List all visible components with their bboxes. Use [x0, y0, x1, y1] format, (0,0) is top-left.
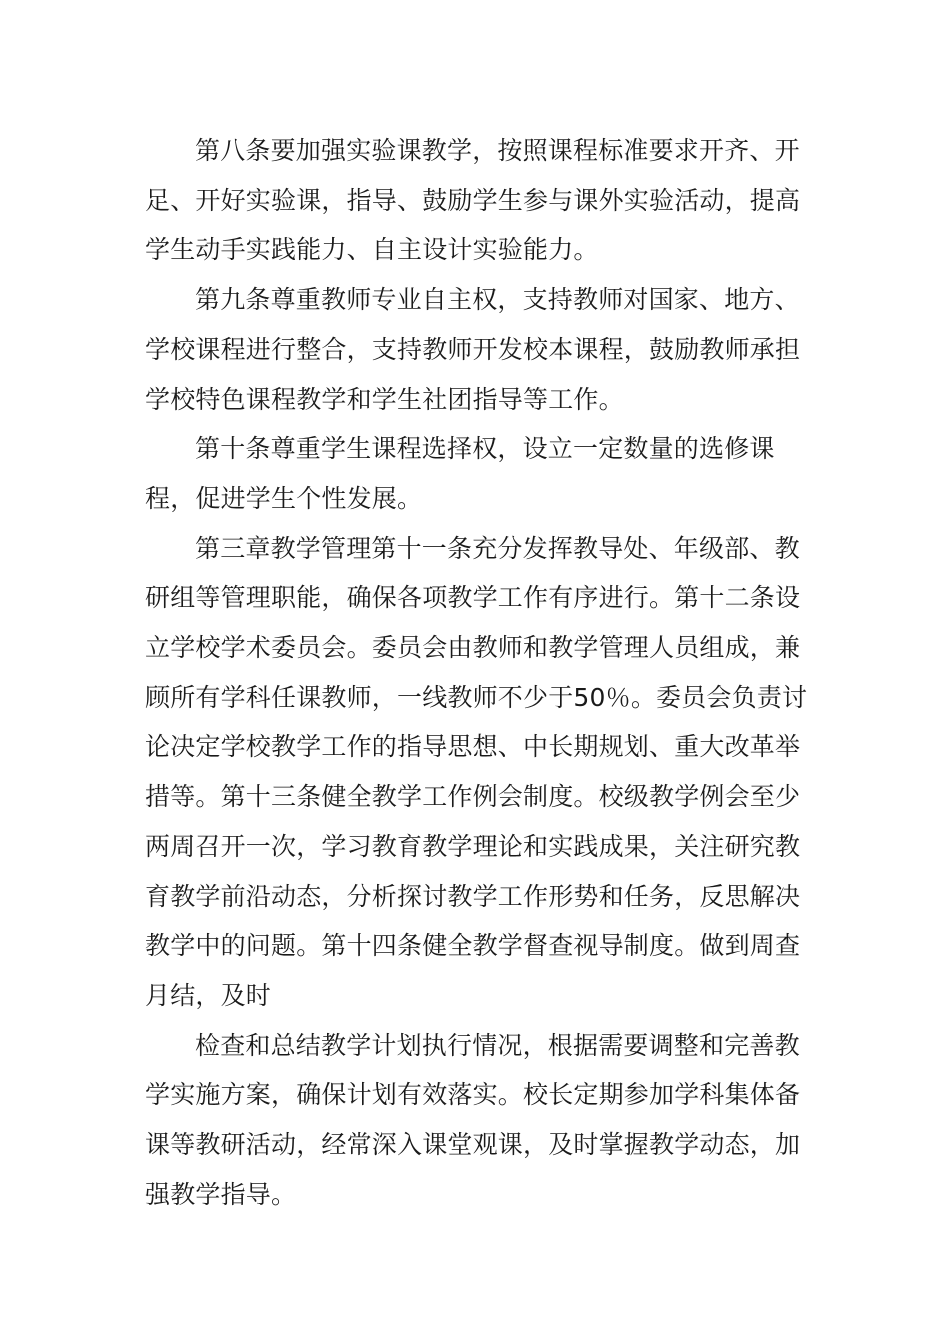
paragraph-continuation: 检查和总结教学计划执行情况，根据需要调整和完善教学实施方案，确保计划有效落实。校长定期参加学科集体备课等教研活动，经常深入课堂观课，及时掌握教学动态，加强教学指导。 — [145, 1030, 801, 1209]
paragraph-article-9: 第九条尊重教师专业自主权，支持教师对国家、地方、学校课程进行整合，支持教师开发校本课程，鼓励教师承担学校特色课程教学和学生社团指导等工作。 — [145, 285, 801, 414]
paragraph-article-10: 第十条尊重学生课程选择权，设立一定数量的选修课程，促进学生个性发展。 — [145, 434, 775, 513]
document-body — [145, 126, 810, 1219]
paragraph-article-8: 第八条要加强实验课教学，按照课程标准要求开齐、开足、开好实验课，指导、鼓励学生参与课外实验活动，提高学生动手实践能力、自主设计实验能力。 — [145, 136, 801, 265]
paragraph-chapter-3: 第三章教学管理第十一条充分发挥教导处、年级部、教研组等管理职能，确保各项教学工作有序进行。第十二条设立学校学术委员会。委员会由教师和教学管理人员组成，兼顾所有学科任课教师，一线教师不少于50％。委员会负责讨论决定学校教学工作的指导思想、中长期规划、重大改革举措等。第十三条健全教学工作例会制度。校级教学例会至少两周召开一次，学习教育教学理论和实践成果，关注研究教育教学前沿动态，分析探讨教学工作形势和任务，反思解决教学中的问题。第十四条健全教学督查视导制度。做到周查月结，及时 — [145, 533, 808, 1010]
